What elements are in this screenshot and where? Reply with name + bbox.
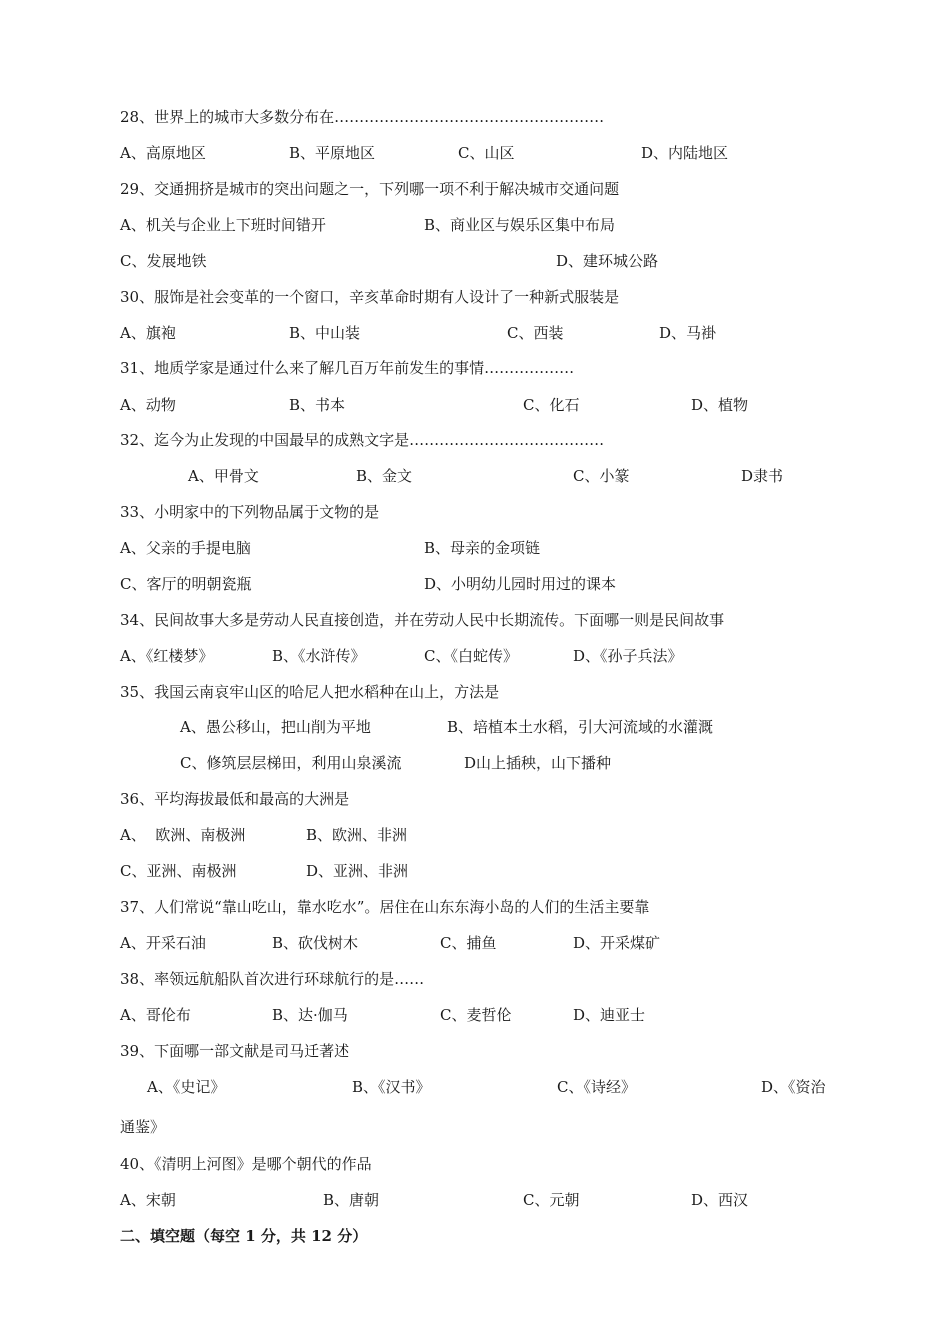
question-36-option-a: A、 欧洲、南极洲 xyxy=(120,826,246,844)
question-28-option-c: C、山区 xyxy=(458,144,515,162)
question-36-option-c: C、亚洲、南极洲 xyxy=(120,862,237,880)
question-34-stem: 34、民间故事大多是劳动人民直接创造，并在劳动人民中长期流传。下面哪一则是民间故事 xyxy=(120,611,725,629)
question-40-option-c: C、元朝 xyxy=(523,1191,580,1209)
question-29-option-c: C、发展地铁 xyxy=(120,252,207,270)
question-38-option-a: A、哥伦布 xyxy=(120,1006,191,1024)
question-37-option-b: B、砍伐树木 xyxy=(272,934,359,952)
question-31-option-d: D、植物 xyxy=(691,396,749,414)
question-39-option-d-continued: 通鉴》 xyxy=(120,1118,166,1136)
question-32-option-b: B、金文 xyxy=(356,467,413,485)
question-35-option-c: C、修筑层层梯田，利用山泉溪流 xyxy=(180,754,402,772)
question-40-stem: 40、《清明上河图》是哪个朝代的作品 xyxy=(120,1155,372,1173)
question-30-stem: 30、服饰是社会变革的一个窗口，辛亥革命时期有人设计了一种新式服装是 xyxy=(120,288,620,306)
question-39-option-a: A、《史记》 xyxy=(147,1078,226,1096)
question-35-option-b: B、培植本土水稻，引大河流域的水灌溉 xyxy=(447,718,714,736)
question-38-option-b: B、达·伽马 xyxy=(272,1006,348,1024)
question-30-option-d: D、马褂 xyxy=(659,324,717,342)
question-31-stem: 31、地质学家是通过什么来了解几百万年前发生的事情……………… xyxy=(120,359,575,377)
question-39-stem: 39、下面哪一部文献是司马迁著述 xyxy=(120,1042,350,1060)
question-31-option-c: C、化石 xyxy=(523,396,580,414)
question-28-option-d: D、内陆地区 xyxy=(641,144,729,162)
question-38-stem: 38、率领远航船队首次进行环球航行的是…… xyxy=(120,970,425,988)
question-40-option-a: A、宋朝 xyxy=(120,1191,176,1209)
question-37-stem: 37、人们常说“靠山吃山，靠水吃水”。居住在山东东海小岛的人们的生活主要靠 xyxy=(120,898,650,916)
question-39-option-c: C、《诗经》 xyxy=(557,1078,636,1096)
question-30-option-c: C、西装 xyxy=(507,324,564,342)
question-39-option-b: B、《汉书》 xyxy=(352,1078,431,1096)
question-37-option-c: C、捕鱼 xyxy=(440,934,497,952)
question-32-option-a: A、甲骨文 xyxy=(188,467,259,485)
question-33-option-a: A、父亲的手提电脑 xyxy=(120,539,251,557)
question-32-stem: 32、迄今为止发现的中国最早的成熟文字是………………………………… xyxy=(120,431,605,449)
question-33-option-c: C、客厅的明朝瓷瓶 xyxy=(120,575,252,593)
question-28-stem: 28、世界上的城市大多数分布在……………………………………………… xyxy=(120,108,605,126)
question-34-option-d: D、《孙子兵法》 xyxy=(573,647,683,665)
section-2-heading: 二、填空题（每空 1 分，共 12 分） xyxy=(120,1227,368,1245)
question-29-option-d: D、建环城公路 xyxy=(556,252,659,270)
question-29-option-a: A、机关与企业上下班时间错开 xyxy=(120,216,326,234)
question-34-option-b: B、《水浒传》 xyxy=(272,647,366,665)
question-28-option-b: B、平原地区 xyxy=(289,144,376,162)
question-32-option-c: C、小篆 xyxy=(573,467,630,485)
question-35-option-d: D山上插秧，山下播种 xyxy=(464,754,612,772)
question-38-option-d: D、迪亚士 xyxy=(573,1006,646,1024)
question-40-option-d: D、西汉 xyxy=(691,1191,749,1209)
question-31-option-a: A、动物 xyxy=(120,396,176,414)
question-36-option-b: B、欧洲、非洲 xyxy=(306,826,408,844)
question-29-option-b: B、商业区与娱乐区集中布局 xyxy=(424,216,616,234)
question-34-option-a: A、《红楼梦》 xyxy=(120,647,214,665)
question-34-option-c: C、《白蛇传》 xyxy=(424,647,518,665)
question-39-option-d: D、《资治 xyxy=(761,1078,826,1096)
question-36-option-d: D、亚洲、非洲 xyxy=(306,862,409,880)
question-36-stem: 36、平均海拔最低和最高的大洲是 xyxy=(120,790,350,808)
question-33-option-b: B、母亲的金项链 xyxy=(424,539,541,557)
question-33-option-d: D、小明幼儿园时用过的课本 xyxy=(424,575,617,593)
question-38-option-c: C、麦哲伦 xyxy=(440,1006,512,1024)
question-29-stem: 29、交通拥挤是城市的突出问题之一，下列哪一项不利于解决城市交通问题 xyxy=(120,180,620,198)
question-35-stem: 35、我国云南哀牢山区的哈尼人把水稻种在山上，方法是 xyxy=(120,683,500,701)
question-31-option-b: B、书本 xyxy=(289,396,346,414)
question-33-stem: 33、小明家中的下列物品属于文物的是 xyxy=(120,503,380,521)
question-35-option-a: A、愚公移山，把山削为平地 xyxy=(180,718,371,736)
question-40-option-b: B、唐朝 xyxy=(323,1191,380,1209)
question-37-option-d: D、开采煤矿 xyxy=(573,934,661,952)
question-37-option-a: A、开采石油 xyxy=(120,934,206,952)
question-30-option-a: A、旗袍 xyxy=(120,324,176,342)
question-30-option-b: B、中山装 xyxy=(289,324,361,342)
question-32-option-d: D隶书 xyxy=(741,467,784,485)
question-28-option-a: A、高原地区 xyxy=(120,144,206,162)
